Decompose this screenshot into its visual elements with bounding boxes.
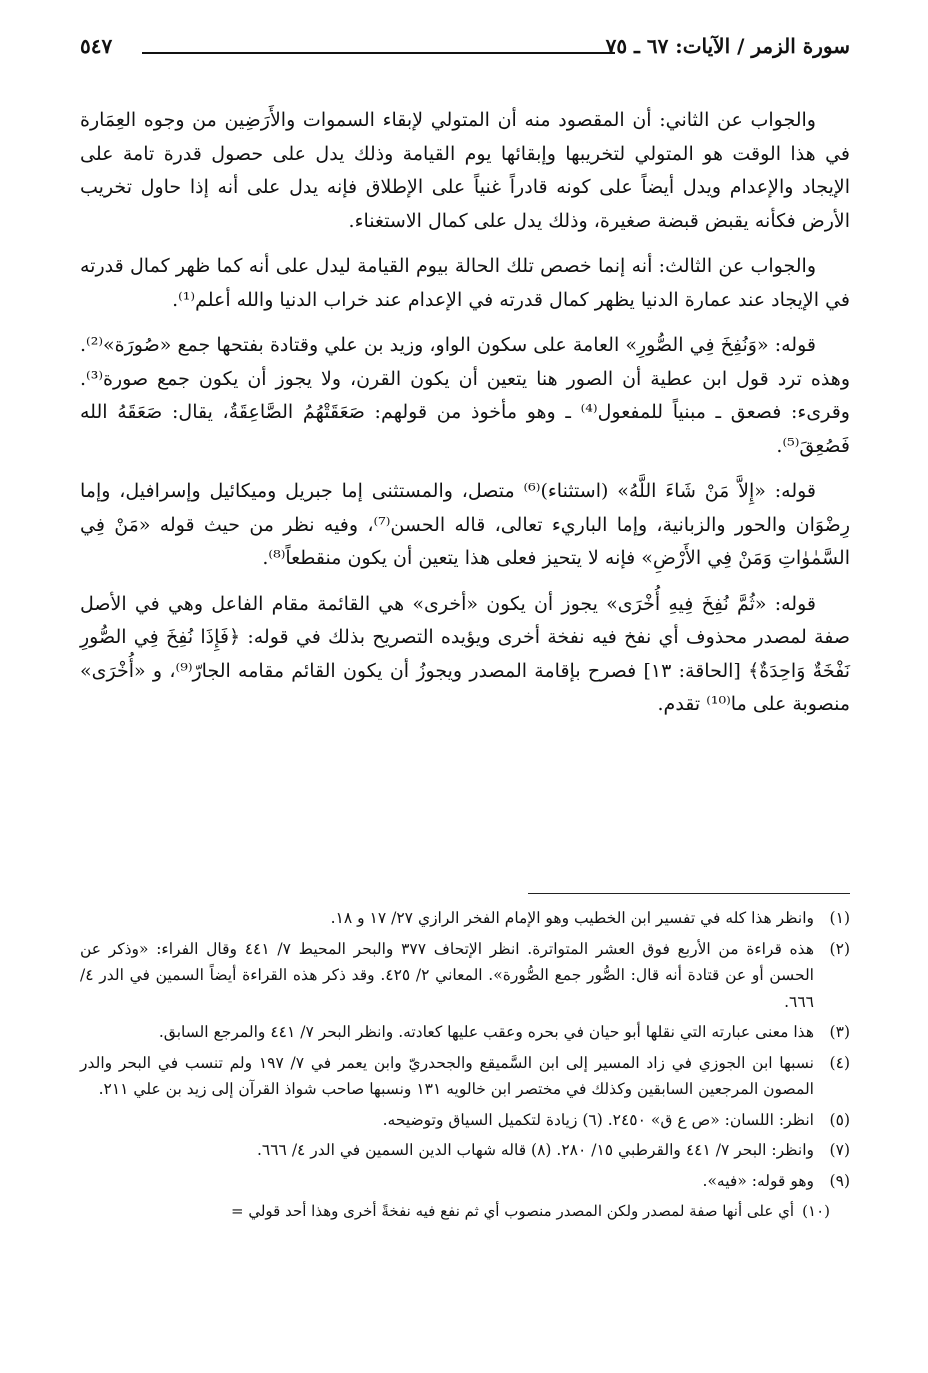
- footnote-number: (٧): [829, 1141, 850, 1159]
- footnote-text: هذه قراءة من الأربع فوق العشر المتواترة. انظر الإتحاف ٣٧٧ والبحر المحيط ٧/ ٤٤١ وقال الفراء: «وذكر عن الحسن أو عن قتادة أنه قال: الصُّور جمع الصُّورة». المعاني ٢/ ٤٢٥. وقد ذكر هذه القراءة أيضاً السمين في الدر ٤/ ٦٦٦.: [80, 939, 814, 1011]
- footnote-text: انظر: اللسان: «ص ع ق» ٢٤٥٠. (٦) زيادة لتكميل السياق وتوضيحه.: [382, 1110, 814, 1129]
- footnote: [4, 1198, 830, 1225]
- footnote-number: (٣): [829, 1023, 850, 1041]
- footnote-number: (١): [829, 909, 850, 927]
- footnote-separator: [528, 893, 850, 894]
- footnote: [80, 1137, 850, 1164]
- footnote: [80, 905, 850, 932]
- running-header: [80, 28, 850, 68]
- paragraph-second-blow: قوله: «ثُمَّ نُفِخَ فِيهِ أُخْرَى» يجوز أن يكون «أخرى» هي القائمة مقام الفاعل وهي في الأصل صفة لمصدر محذوف أي نفخ فيه نفخة أخرى ويؤيده التصريح بذلك في قوله: ﴿فَإِذَا نُفِخَ فِي الصُّورِ نَفْخَةٌ وَاحِدَةٌ﴾ [الحاقة: ١٣] فصرح بإقامة المصدر ويجوزُ أن يكون القائم مقامه الجارّ⁽⁹⁾، و «أُخْرَى» منصوبة على ما⁽¹⁰⁾ تقدم.: [80, 592, 851, 715]
- footnote: [80, 1050, 850, 1103]
- footnotes: [80, 905, 850, 1229]
- header-rule: [142, 52, 615, 54]
- paragraph-exception: قوله: «إِلاَّ مَنْ شَاءَ اللَّهُ» (استثناء)⁽⁶⁾ متصل، والمستثنى إما جبريل وميكائيل وإسرافيل، وإما رِضْوَان والحور والزبانية، وإما الباريء تعالى، قاله الحسن⁽⁷⁾، وفيه نظر من حيث قوله «مَنْ فِي السَّمٰوٰاتِ وَمَنْ فِي الأَرْضِ» فإنه لا يتحيز فعلى هذا يتعين أن يكون منقطعاً⁽⁸⁾.: [80, 480, 850, 569]
- footnote-number: (٤): [829, 1053, 850, 1072]
- paragraph-answer-third: والجواب عن الثالث: أنه إنما خصص تلك الحالة بيوم القيامة ليدل على أنه كما ظهر كمال قدرته في الإيجاد عند عمارة الدنيا يظهر كمال قدرته في الإعدام عند خراب الدنيا والله أعلم⁽¹⁾.: [80, 255, 850, 311]
- footnote-text: وهو قوله: «فيه».: [702, 1171, 814, 1190]
- paragraph-trumpet: قوله: «وَنُفِخَ فِي الصُّورِ» العامة على سكون الواو، وزيد بن علي وقتادة بفتحها جمع «صُورَة»⁽²⁾. وهذه ترد قول ابن عطية أن الصور هنا يتعين أن يكون القرن، ولا يجوز أن يكون جمع صورة⁽³⁾. وقرىء: فصعق ـ مبنياً للمفعول⁽⁴⁾ ـ وهو مأخوذ من قولهم: صَعَقَتْهُمُ الصَّاعِقَةُ، يقال: صَعَقَهُ الله فَصُعِقَ⁽⁵⁾.: [80, 334, 850, 457]
- footnote: [80, 936, 850, 1016]
- main-text: [80, 104, 850, 734]
- footnote: [80, 1107, 850, 1134]
- footnote-number: (٥): [829, 1110, 850, 1129]
- footnote-number: (١٠): [802, 1202, 830, 1220]
- footnote-text: وانظر: البحر ٧/ ٤٤١ والقرطبي ١٥/ ٢٨٠. (٨) قاله شهاب الدين السمين في الدر ٤/ ٦٦٦.: [256, 1141, 814, 1159]
- footnote-text: أي على أنها صفة لمصدر ولكن المصدر منصوب أي ثم نفع فيه نفخةً أخرى وهذا أحد قولي =: [231, 1202, 794, 1220]
- surah-header-title: سورة الزمر / الآيات: ٦٧ ـ ٧٥: [605, 34, 850, 58]
- footnote-number: (٩): [829, 1171, 850, 1190]
- footnote: [80, 1019, 850, 1046]
- footnote-text: نسبها ابن الجوزي في زاد المسير إلى ابن السَّميقع والجحدريّ وابن يعمر في ٧/ ١٩٧ ولم تنسب في البحر والدر المصون المرجعين السابقين وكذلك في مختصر ابن خالويه ١٣١ ونسبها صاحب شواذ القرآن إلى زيد بن علي ٢١١.: [80, 1053, 814, 1098]
- page-number: ٥٤٧: [80, 34, 113, 58]
- paragraph-answer-second: والجواب عن الثاني: أن المقصود منه أن المتولي لإبقاء السموات والأَرَضِين من وجوه العِمَارة في هذا الوقت هو المتولي لتخريبها وإبقائها يوم القيامة وذلك يدل على حصول قدرة تامة على الإيجاد والإعدام ويدل أيضاً على كونه قادراً غنياً على الإطلاق فإنه يدل على أنه إذا حاول تخريب الأرض فكأنه يقبض قبضة صغيرة، وذلك يدل على كمال الاستغناء.: [80, 109, 850, 232]
- footnote-text: هذا معنى عبارته التي نقلها أبو حيان في بحره وعقب عليها كعادته. وانظر البحر ٧/ ٤٤١ والمرجع السابق.: [158, 1023, 814, 1041]
- footnote-number: (٢): [829, 939, 850, 958]
- footnote: [80, 1168, 850, 1195]
- footnote-text: وانظر هذا كله في تفسير ابن الخطيب وهو الإمام الفخر الرازي ٢٧/ ١٧ و ١٨.: [330, 909, 814, 927]
